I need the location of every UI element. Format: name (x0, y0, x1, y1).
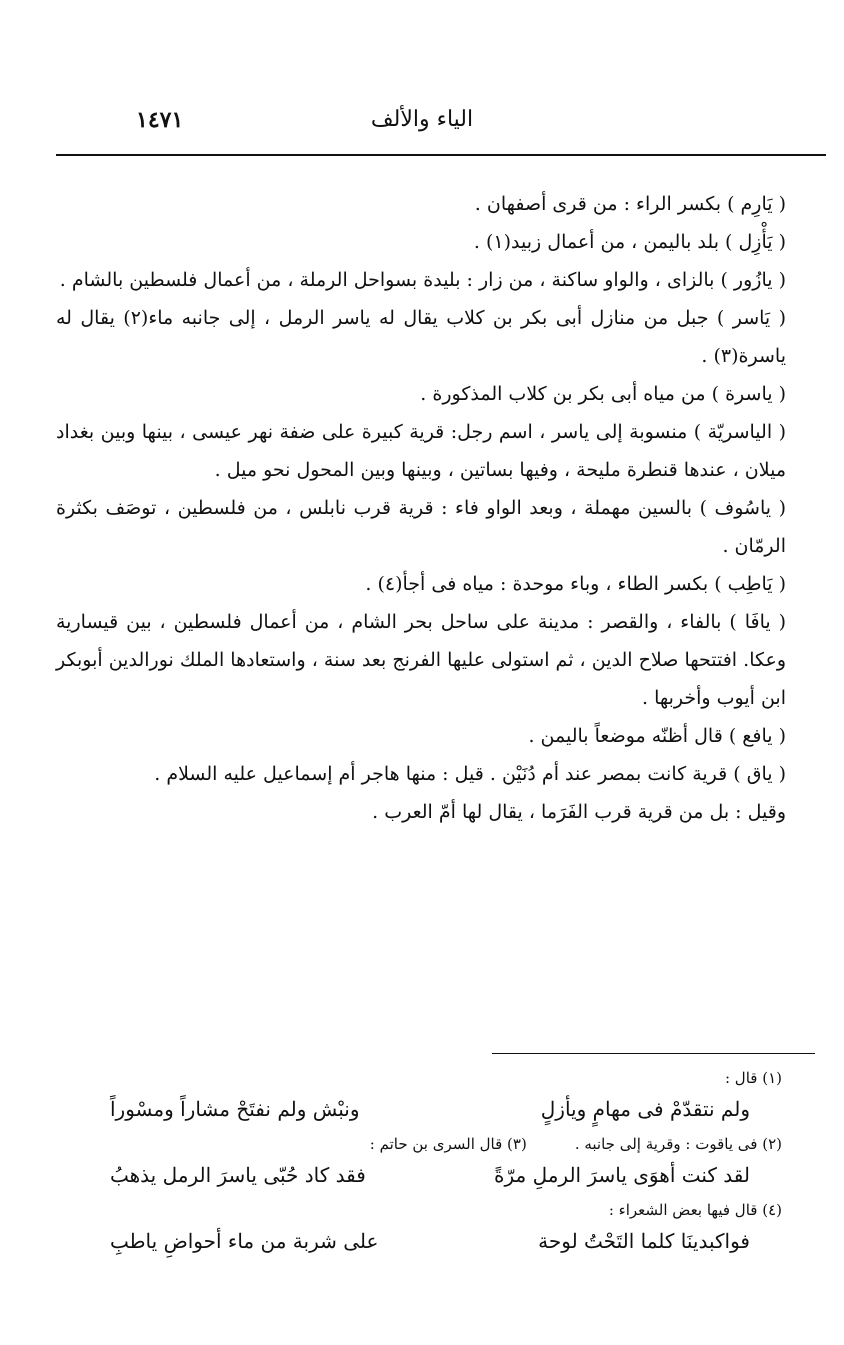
page-header (56, 105, 788, 141)
entry-yasira: ( ياسرة ) من مياه أبى بكر بن كلاب المذكورة . (420, 383, 786, 405)
header-rule (56, 154, 826, 156)
entry-yasir: ( يَاسر ) جبل من منازل أبى بكر بن كلاب يقال له ياسر الرمل ، إلى جانبه ماء(٢) يقال له ياسرة(٣) . (56, 307, 787, 367)
entry-yatib: ( يَاطِب ) بكسر الطاء ، وباء موحدة : مياه فى أجأ(٤) . (365, 573, 786, 595)
footnote-2-3-line (70, 1132, 810, 1156)
entry-yarim: ( يَارِم ) بكسر الراء : من قرى أصفهان . (474, 193, 786, 215)
entry-yaq-continued: وقيل : بل من قرية قرب الفَرَما ، يقال لها أمّ العرب . (372, 801, 786, 823)
footnotes (70, 1066, 810, 1264)
entry-yasiriyya: ( الياسريّة ) منسوبة إلى ياسر ، اسم رجل: قرية كبيرة على ضفة نهر عيسى ، بينها وبين بغداد ميلان ، عندها قنطرة مليحة ، وفيها بساتين ، وبينها وبين المحول نحو ميل . (56, 421, 786, 481)
footnote-1-verse (110, 1090, 750, 1128)
entry-yafi: ( يافع ) قال أظنّه موضعاً باليمن . (528, 725, 786, 747)
entry-yafa: ( يافَا ) بالفاء ، والقصر : مدينة على ساحل بحر الشام ، من أعمال فلسطين ، بين قيسارية وعكا. افتتحها صلاح الدين ، ثم استولى عليها الفرنج بعد سنة ، واستعادها الملك نورالدين أبوبكر ابن أيوب وأخربها . (56, 611, 786, 709)
footnote-3-head: (٣) قال السرى بن حاتم : (369, 1135, 527, 1153)
footnote-2: (٢) فى ياقوت : وقرية إلى جانبه . (574, 1135, 782, 1153)
footnote-1-head: (١) قال : (724, 1069, 782, 1087)
entry-yazur: ( يازُور ) بالزاى ، والواو ساكنة ، من زار : بليدة بسواحل الرملة ، من أعمال فلسطين بالشام . (59, 269, 786, 291)
footnote-4-verse (110, 1222, 750, 1260)
entry-yaq: ( ياق ) قرية كانت بمصر عند أم دُنَيْن . قيل : منها هاجر أم إسماعيل عليه السلام . (154, 763, 786, 785)
footnote-1-verse-first-hemistich: ولم نتقدّمْ فى مهامٍ ويأزلٍ (540, 1097, 750, 1121)
footnote-4-verse-first-hemistich: فواكبدينَا كلما التَحْتُ لوحة (538, 1229, 750, 1253)
entry-yazil: ( يَأْزِل ) بلد باليمن ، من أعمال زبيد(١) . (473, 231, 786, 253)
footnote-rule (492, 1053, 815, 1054)
footnote-3-verse-first-hemistich: لقد كنت أهوَى ياسرَ الرملِ مرّةً (493, 1163, 750, 1187)
footnote-1-verse-second-hemistich: ونبْش ولم نفتَحْ مشاراً ومسْوراً (110, 1097, 360, 1121)
footnote-3-verse-second-hemistich: فقد كاد حُبّى ياسرَ الرمل يذهبُ (110, 1163, 366, 1187)
page-number: ١٤٧١ (136, 107, 184, 133)
entry-yasuf: ( ياسُوف ) بالسين مهملة ، وبعد الواو فاء : قرية قرب نابلس ، من فلسطين ، توصَف بكثرة الرمّان . (56, 497, 786, 557)
entries-list (56, 185, 826, 831)
footnote-4-verse-second-hemistich: على شربة من ماء أحواضِ ياطبِ (110, 1229, 379, 1253)
footnote-3-verse (110, 1156, 750, 1194)
footnote-4-head: (٤) قال فيها بعض الشعراء : (608, 1201, 782, 1219)
running-title: الياء والألف (370, 107, 474, 132)
